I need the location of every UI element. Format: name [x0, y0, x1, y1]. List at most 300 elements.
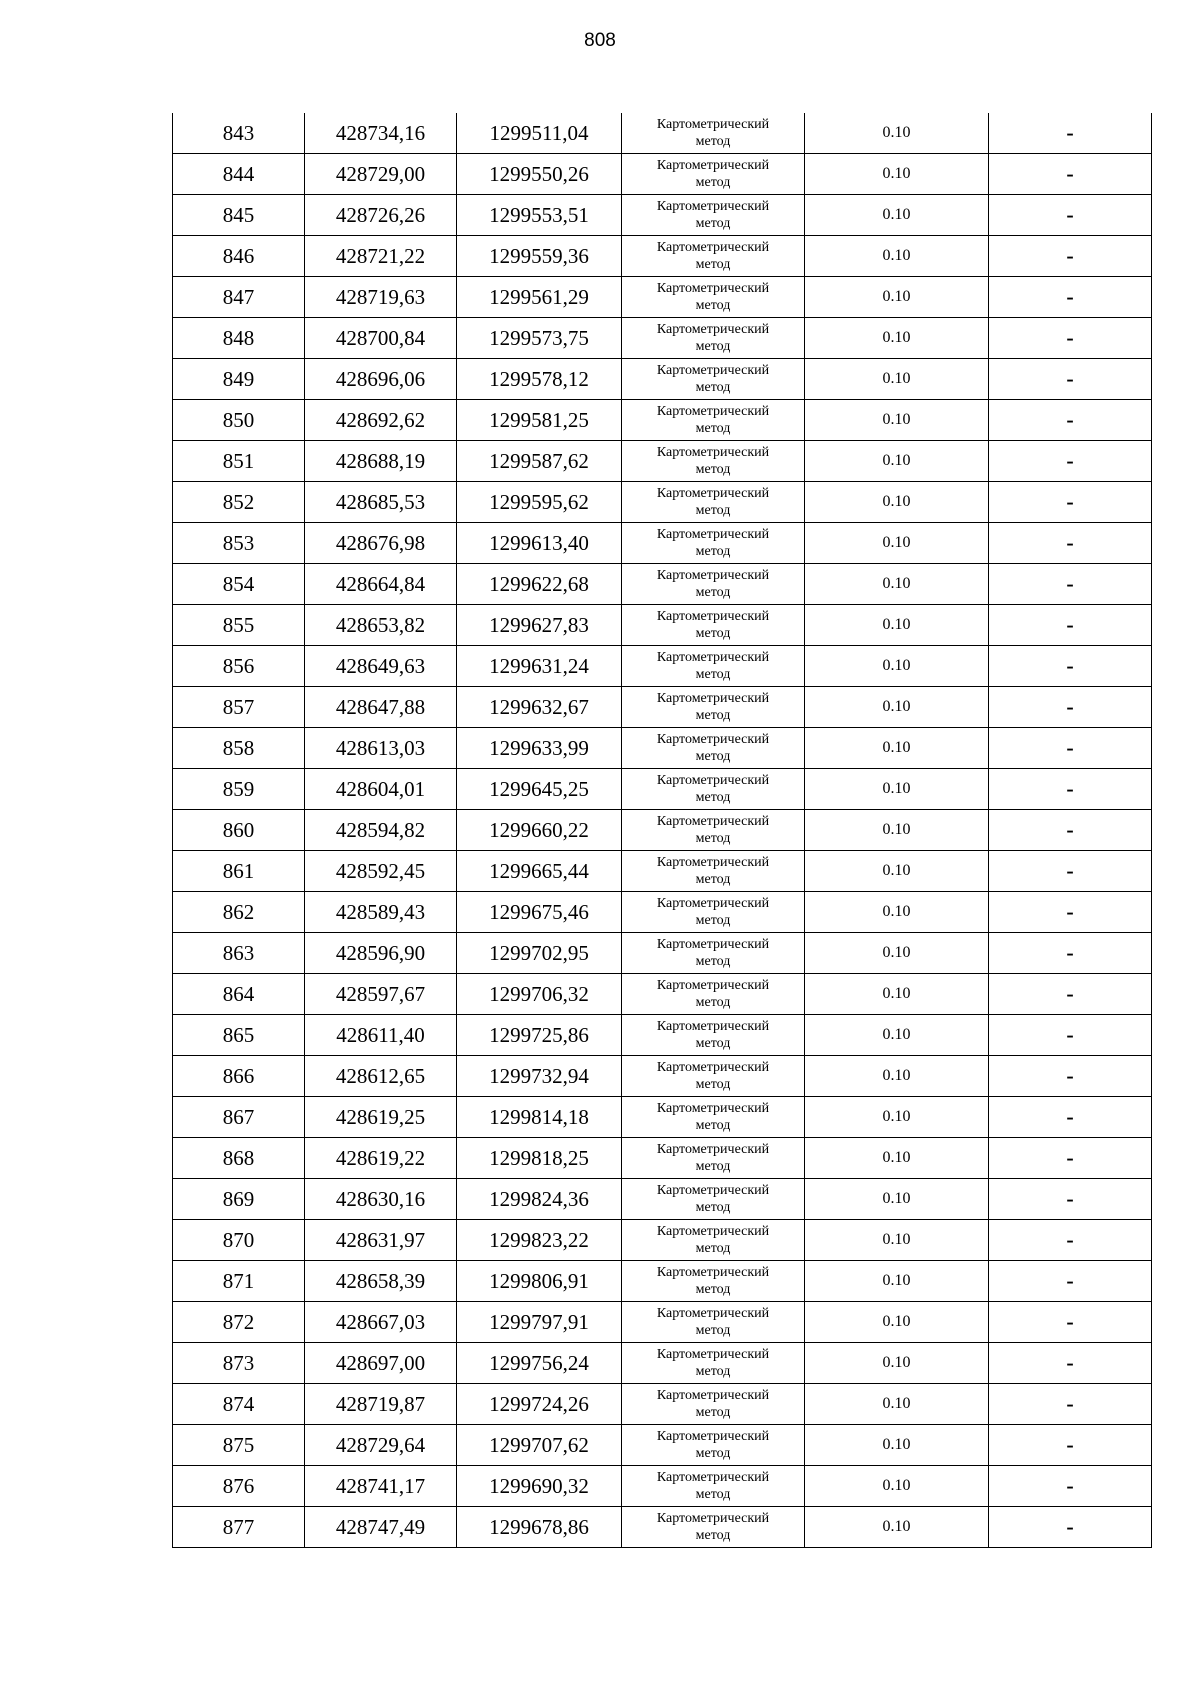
- method-cell: [622, 1466, 805, 1507]
- description-cell: -: [989, 892, 1152, 933]
- point-number-cell: 870: [173, 1220, 305, 1261]
- method-line-1: Картометрический: [656, 978, 770, 993]
- method-cell: [622, 195, 805, 236]
- table-row: [173, 113, 1152, 154]
- method-cell: [622, 318, 805, 359]
- y-coordinate-cell: 1299613,40: [457, 523, 622, 564]
- x-coordinate-cell: 428685,53: [305, 482, 457, 523]
- x-coordinate-cell: 428589,43: [305, 892, 457, 933]
- method-line-2: метод: [695, 544, 731, 559]
- accuracy-cell: 0.10: [805, 1138, 989, 1179]
- accuracy-cell: 0.10: [805, 1302, 989, 1343]
- method-line-1: Картометрический: [656, 281, 770, 296]
- method-cell: [622, 564, 805, 605]
- y-coordinate-cell: 1299702,95: [457, 933, 622, 974]
- method-cell: [622, 1138, 805, 1179]
- x-coordinate-cell: 428721,22: [305, 236, 457, 277]
- description-cell: -: [989, 687, 1152, 728]
- description-cell: -: [989, 1343, 1152, 1384]
- table-row: [173, 1138, 1152, 1179]
- method-line-1: Картометрический: [656, 1183, 770, 1198]
- point-number-cell: 873: [173, 1343, 305, 1384]
- accuracy-cell: 0.10: [805, 277, 989, 318]
- table-row: [173, 1302, 1152, 1343]
- table-row: [173, 1466, 1152, 1507]
- accuracy-cell: 0.10: [805, 441, 989, 482]
- method-line-1: Картометрический: [656, 363, 770, 378]
- x-coordinate-cell: 428619,25: [305, 1097, 457, 1138]
- table-row: [173, 646, 1152, 687]
- description-cell: -: [989, 1507, 1152, 1548]
- point-number-cell: 859: [173, 769, 305, 810]
- description-cell: -: [989, 1138, 1152, 1179]
- y-coordinate-cell: 1299706,32: [457, 974, 622, 1015]
- accuracy-cell: 0.10: [805, 359, 989, 400]
- point-number-cell: 860: [173, 810, 305, 851]
- x-coordinate-cell: 428696,06: [305, 359, 457, 400]
- method-line-1: Картометрический: [656, 1429, 770, 1444]
- description-cell: -: [989, 154, 1152, 195]
- method-cell: [622, 974, 805, 1015]
- accuracy-cell: 0.10: [805, 1179, 989, 1220]
- method-line-2: метод: [695, 339, 731, 354]
- x-coordinate-cell: 428664,84: [305, 564, 457, 605]
- method-line-1: Картометрический: [656, 732, 770, 747]
- y-coordinate-cell: 1299632,67: [457, 687, 622, 728]
- description-cell: -: [989, 851, 1152, 892]
- description-cell: -: [989, 933, 1152, 974]
- y-coordinate-cell: 1299818,25: [457, 1138, 622, 1179]
- method-line-1: Картометрический: [656, 568, 770, 583]
- y-coordinate-cell: 1299824,36: [457, 1179, 622, 1220]
- method-line-2: метод: [695, 872, 731, 887]
- method-line-2: метод: [695, 1036, 731, 1051]
- method-line-1: Картометрический: [656, 486, 770, 501]
- point-number-cell: 874: [173, 1384, 305, 1425]
- method-line-1: Картометрический: [656, 199, 770, 214]
- y-coordinate-cell: 1299690,32: [457, 1466, 622, 1507]
- method-cell: [622, 851, 805, 892]
- y-coordinate-cell: 1299645,25: [457, 769, 622, 810]
- table-row: [173, 1343, 1152, 1384]
- y-coordinate-cell: 1299665,44: [457, 851, 622, 892]
- method-cell: [622, 1097, 805, 1138]
- description-cell: -: [989, 564, 1152, 605]
- method-line-1: Картометрический: [656, 1388, 770, 1403]
- method-line-2: метод: [695, 1364, 731, 1379]
- method-cell: [622, 1261, 805, 1302]
- description-cell: -: [989, 195, 1152, 236]
- y-coordinate-cell: 1299550,26: [457, 154, 622, 195]
- y-coordinate-cell: 1299806,91: [457, 1261, 622, 1302]
- accuracy-cell: 0.10: [805, 1466, 989, 1507]
- method-line-1: Картометрический: [656, 609, 770, 624]
- table-row: [173, 400, 1152, 441]
- y-coordinate-cell: 1299631,24: [457, 646, 622, 687]
- method-line-2: метод: [695, 667, 731, 682]
- method-cell: [622, 1015, 805, 1056]
- x-coordinate-cell: 428741,17: [305, 1466, 457, 1507]
- method-line-2: метод: [695, 1405, 731, 1420]
- x-coordinate-cell: 428729,64: [305, 1425, 457, 1466]
- x-coordinate-cell: 428596,90: [305, 933, 457, 974]
- point-number-cell: 849: [173, 359, 305, 400]
- method-line-2: метод: [695, 462, 731, 477]
- x-coordinate-cell: 428734,16: [305, 113, 457, 154]
- method-line-2: метод: [695, 1077, 731, 1092]
- x-coordinate-cell: 428676,98: [305, 523, 457, 564]
- y-coordinate-cell: 1299561,29: [457, 277, 622, 318]
- method-cell: [622, 482, 805, 523]
- y-coordinate-cell: 1299627,83: [457, 605, 622, 646]
- x-coordinate-cell: 428612,65: [305, 1056, 457, 1097]
- method-line-2: метод: [695, 1446, 731, 1461]
- y-coordinate-cell: 1299581,25: [457, 400, 622, 441]
- method-line-2: метод: [695, 1200, 731, 1215]
- method-line-1: Картометрический: [656, 117, 770, 132]
- point-number-cell: 876: [173, 1466, 305, 1507]
- method-line-2: метод: [695, 995, 731, 1010]
- x-coordinate-cell: 428658,39: [305, 1261, 457, 1302]
- accuracy-cell: 0.10: [805, 769, 989, 810]
- method-cell: [622, 892, 805, 933]
- method-line-2: метод: [695, 1487, 731, 1502]
- x-coordinate-cell: 428604,01: [305, 769, 457, 810]
- point-number-cell: 865: [173, 1015, 305, 1056]
- method-cell: [622, 769, 805, 810]
- table-row: [173, 482, 1152, 523]
- point-number-cell: 852: [173, 482, 305, 523]
- point-number-cell: 863: [173, 933, 305, 974]
- table-row: [173, 687, 1152, 728]
- method-line-2: метод: [695, 749, 731, 764]
- x-coordinate-cell: 428594,82: [305, 810, 457, 851]
- accuracy-cell: 0.10: [805, 605, 989, 646]
- x-coordinate-cell: 428692,62: [305, 400, 457, 441]
- table-row: [173, 236, 1152, 277]
- point-number-cell: 854: [173, 564, 305, 605]
- description-cell: -: [989, 441, 1152, 482]
- method-line-2: метод: [695, 257, 731, 272]
- accuracy-cell: 0.10: [805, 687, 989, 728]
- method-cell: [622, 810, 805, 851]
- y-coordinate-cell: 1299724,26: [457, 1384, 622, 1425]
- method-cell: [622, 1425, 805, 1466]
- method-cell: [622, 113, 805, 154]
- x-coordinate-cell: 428631,97: [305, 1220, 457, 1261]
- point-number-cell: 858: [173, 728, 305, 769]
- method-line-2: метод: [695, 626, 731, 641]
- method-line-1: Картометрический: [656, 158, 770, 173]
- y-coordinate-cell: 1299622,68: [457, 564, 622, 605]
- table-row: [173, 564, 1152, 605]
- y-coordinate-cell: 1299725,86: [457, 1015, 622, 1056]
- method-cell: [622, 441, 805, 482]
- method-line-1: Картометрический: [656, 404, 770, 419]
- method-line-1: Картометрический: [656, 1265, 770, 1280]
- accuracy-cell: 0.10: [805, 523, 989, 564]
- accuracy-cell: 0.10: [805, 810, 989, 851]
- method-cell: [622, 1507, 805, 1548]
- accuracy-cell: 0.10: [805, 195, 989, 236]
- accuracy-cell: 0.10: [805, 728, 989, 769]
- point-number-cell: 851: [173, 441, 305, 482]
- accuracy-cell: 0.10: [805, 1220, 989, 1261]
- point-number-cell: 847: [173, 277, 305, 318]
- table-row: [173, 892, 1152, 933]
- accuracy-cell: 0.10: [805, 113, 989, 154]
- method-line-2: метод: [695, 708, 731, 723]
- method-line-1: Картометрический: [656, 1470, 770, 1485]
- description-cell: -: [989, 1384, 1152, 1425]
- y-coordinate-cell: 1299587,62: [457, 441, 622, 482]
- table-row: [173, 974, 1152, 1015]
- method-line-2: метод: [695, 1118, 731, 1133]
- method-cell: [622, 523, 805, 564]
- method-line-1: Картометрический: [656, 691, 770, 706]
- y-coordinate-cell: 1299573,75: [457, 318, 622, 359]
- method-line-2: метод: [695, 913, 731, 928]
- point-number-cell: 861: [173, 851, 305, 892]
- method-cell: [622, 359, 805, 400]
- point-number-cell: 853: [173, 523, 305, 564]
- y-coordinate-cell: 1299675,46: [457, 892, 622, 933]
- description-cell: -: [989, 113, 1152, 154]
- x-coordinate-cell: 428667,03: [305, 1302, 457, 1343]
- y-coordinate-cell: 1299707,62: [457, 1425, 622, 1466]
- table-row: [173, 1056, 1152, 1097]
- method-cell: [622, 154, 805, 195]
- method-cell: [622, 400, 805, 441]
- method-cell: [622, 646, 805, 687]
- x-coordinate-cell: 428649,63: [305, 646, 457, 687]
- accuracy-cell: 0.10: [805, 1261, 989, 1302]
- method-line-1: Картометрический: [656, 1306, 770, 1321]
- point-number-cell: 862: [173, 892, 305, 933]
- point-number-cell: 868: [173, 1138, 305, 1179]
- method-cell: [622, 605, 805, 646]
- y-coordinate-cell: 1299595,62: [457, 482, 622, 523]
- accuracy-cell: 0.10: [805, 400, 989, 441]
- accuracy-cell: 0.10: [805, 1384, 989, 1425]
- method-line-1: Картометрический: [656, 1142, 770, 1157]
- method-line-1: Картометрический: [656, 1060, 770, 1075]
- method-line-1: Картометрический: [656, 855, 770, 870]
- table-row: [173, 728, 1152, 769]
- description-cell: -: [989, 810, 1152, 851]
- y-coordinate-cell: 1299633,99: [457, 728, 622, 769]
- accuracy-cell: 0.10: [805, 1343, 989, 1384]
- table-row: [173, 851, 1152, 892]
- y-coordinate-cell: 1299797,91: [457, 1302, 622, 1343]
- y-coordinate-cell: 1299553,51: [457, 195, 622, 236]
- point-number-cell: 866: [173, 1056, 305, 1097]
- method-cell: [622, 1343, 805, 1384]
- method-line-2: метод: [695, 954, 731, 969]
- description-cell: -: [989, 1425, 1152, 1466]
- description-cell: -: [989, 523, 1152, 564]
- point-number-cell: 871: [173, 1261, 305, 1302]
- y-coordinate-cell: 1299732,94: [457, 1056, 622, 1097]
- description-cell: -: [989, 1015, 1152, 1056]
- point-number-cell: 846: [173, 236, 305, 277]
- method-line-1: Картометрический: [656, 814, 770, 829]
- accuracy-cell: 0.10: [805, 892, 989, 933]
- accuracy-cell: 0.10: [805, 851, 989, 892]
- method-line-1: Картометрический: [656, 322, 770, 337]
- x-coordinate-cell: 428688,19: [305, 441, 457, 482]
- point-number-cell: 869: [173, 1179, 305, 1220]
- method-cell: [622, 236, 805, 277]
- method-line-2: метод: [695, 175, 731, 190]
- method-line-1: Картометрический: [656, 1511, 770, 1526]
- table-row: [173, 1507, 1152, 1548]
- x-coordinate-cell: 428592,45: [305, 851, 457, 892]
- point-number-cell: 844: [173, 154, 305, 195]
- point-number-cell: 872: [173, 1302, 305, 1343]
- description-cell: -: [989, 277, 1152, 318]
- table-row: [173, 1015, 1152, 1056]
- description-cell: -: [989, 728, 1152, 769]
- method-line-1: Картометрический: [656, 1019, 770, 1034]
- x-coordinate-cell: 428729,00: [305, 154, 457, 195]
- y-coordinate-cell: 1299578,12: [457, 359, 622, 400]
- accuracy-cell: 0.10: [805, 1425, 989, 1466]
- point-number-cell: 850: [173, 400, 305, 441]
- description-cell: -: [989, 1179, 1152, 1220]
- method-line-1: Картометрический: [656, 1224, 770, 1239]
- x-coordinate-cell: 428630,16: [305, 1179, 457, 1220]
- x-coordinate-cell: 428726,26: [305, 195, 457, 236]
- description-cell: -: [989, 605, 1152, 646]
- point-number-cell: 845: [173, 195, 305, 236]
- x-coordinate-cell: 428719,63: [305, 277, 457, 318]
- x-coordinate-cell: 428653,82: [305, 605, 457, 646]
- method-cell: [622, 728, 805, 769]
- x-coordinate-cell: 428647,88: [305, 687, 457, 728]
- y-coordinate-cell: 1299814,18: [457, 1097, 622, 1138]
- method-line-2: метод: [695, 1323, 731, 1338]
- page-number: 808: [584, 30, 616, 51]
- y-coordinate-cell: 1299678,86: [457, 1507, 622, 1548]
- x-coordinate-cell: 428597,67: [305, 974, 457, 1015]
- y-coordinate-cell: 1299756,24: [457, 1343, 622, 1384]
- method-line-2: метод: [695, 1282, 731, 1297]
- accuracy-cell: 0.10: [805, 318, 989, 359]
- method-line-1: Картометрический: [656, 527, 770, 542]
- table-row: [173, 195, 1152, 236]
- point-number-cell: 855: [173, 605, 305, 646]
- description-cell: -: [989, 1261, 1152, 1302]
- y-coordinate-cell: 1299559,36: [457, 236, 622, 277]
- point-number-cell: 875: [173, 1425, 305, 1466]
- accuracy-cell: 0.10: [805, 1015, 989, 1056]
- description-cell: -: [989, 482, 1152, 523]
- accuracy-cell: 0.10: [805, 564, 989, 605]
- point-number-cell: 848: [173, 318, 305, 359]
- method-cell: [622, 1384, 805, 1425]
- table-row: [173, 769, 1152, 810]
- x-coordinate-cell: 428719,87: [305, 1384, 457, 1425]
- y-coordinate-cell: 1299660,22: [457, 810, 622, 851]
- table-row: [173, 1384, 1152, 1425]
- table-row: [173, 605, 1152, 646]
- description-cell: -: [989, 400, 1152, 441]
- x-coordinate-cell: 428747,49: [305, 1507, 457, 1548]
- description-cell: -: [989, 236, 1152, 277]
- method-line-2: метод: [695, 503, 731, 518]
- accuracy-cell: 0.10: [805, 1507, 989, 1548]
- y-coordinate-cell: 1299823,22: [457, 1220, 622, 1261]
- table-row: [173, 1425, 1152, 1466]
- x-coordinate-cell: 428619,22: [305, 1138, 457, 1179]
- x-coordinate-cell: 428613,03: [305, 728, 457, 769]
- accuracy-cell: 0.10: [805, 154, 989, 195]
- table-row: [173, 1097, 1152, 1138]
- method-line-2: метод: [695, 1159, 731, 1174]
- method-cell: [622, 933, 805, 974]
- point-number-cell: 843: [173, 113, 305, 154]
- table-row: [173, 1179, 1152, 1220]
- point-number-cell: 867: [173, 1097, 305, 1138]
- method-cell: [622, 687, 805, 728]
- method-line-2: метод: [695, 298, 731, 313]
- description-cell: -: [989, 359, 1152, 400]
- table-row: [173, 523, 1152, 564]
- method-cell: [622, 1179, 805, 1220]
- point-number-cell: 864: [173, 974, 305, 1015]
- method-line-1: Картометрический: [656, 1101, 770, 1116]
- method-cell: [622, 1056, 805, 1097]
- description-cell: -: [989, 646, 1152, 687]
- table-row: [173, 810, 1152, 851]
- accuracy-cell: 0.10: [805, 1056, 989, 1097]
- x-coordinate-cell: 428700,84: [305, 318, 457, 359]
- accuracy-cell: 0.10: [805, 646, 989, 687]
- method-cell: [622, 1302, 805, 1343]
- description-cell: -: [989, 1220, 1152, 1261]
- coordinates-table: [172, 113, 1152, 1548]
- method-line-2: метод: [695, 421, 731, 436]
- table-row: [173, 359, 1152, 400]
- accuracy-cell: 0.10: [805, 482, 989, 523]
- description-cell: -: [989, 974, 1152, 1015]
- x-coordinate-cell: 428611,40: [305, 1015, 457, 1056]
- accuracy-cell: 0.10: [805, 236, 989, 277]
- table-row: [173, 154, 1152, 195]
- method-line-2: метод: [695, 831, 731, 846]
- description-cell: -: [989, 1466, 1152, 1507]
- method-line-2: метод: [695, 134, 731, 149]
- method-line-1: Картометрический: [656, 240, 770, 255]
- description-cell: -: [989, 1097, 1152, 1138]
- accuracy-cell: 0.10: [805, 974, 989, 1015]
- method-line-2: метод: [695, 585, 731, 600]
- coordinates-table-body: [173, 113, 1152, 1548]
- method-line-2: метод: [695, 216, 731, 231]
- description-cell: -: [989, 1302, 1152, 1343]
- method-line-1: Картометрический: [656, 937, 770, 952]
- table-row: [173, 318, 1152, 359]
- method-line-1: Картометрический: [656, 1347, 770, 1362]
- accuracy-cell: 0.10: [805, 1097, 989, 1138]
- point-number-cell: 856: [173, 646, 305, 687]
- method-line-2: метод: [695, 1528, 731, 1543]
- table-row: [173, 933, 1152, 974]
- method-line-1: Картометрический: [656, 773, 770, 788]
- point-number-cell: 857: [173, 687, 305, 728]
- method-cell: [622, 277, 805, 318]
